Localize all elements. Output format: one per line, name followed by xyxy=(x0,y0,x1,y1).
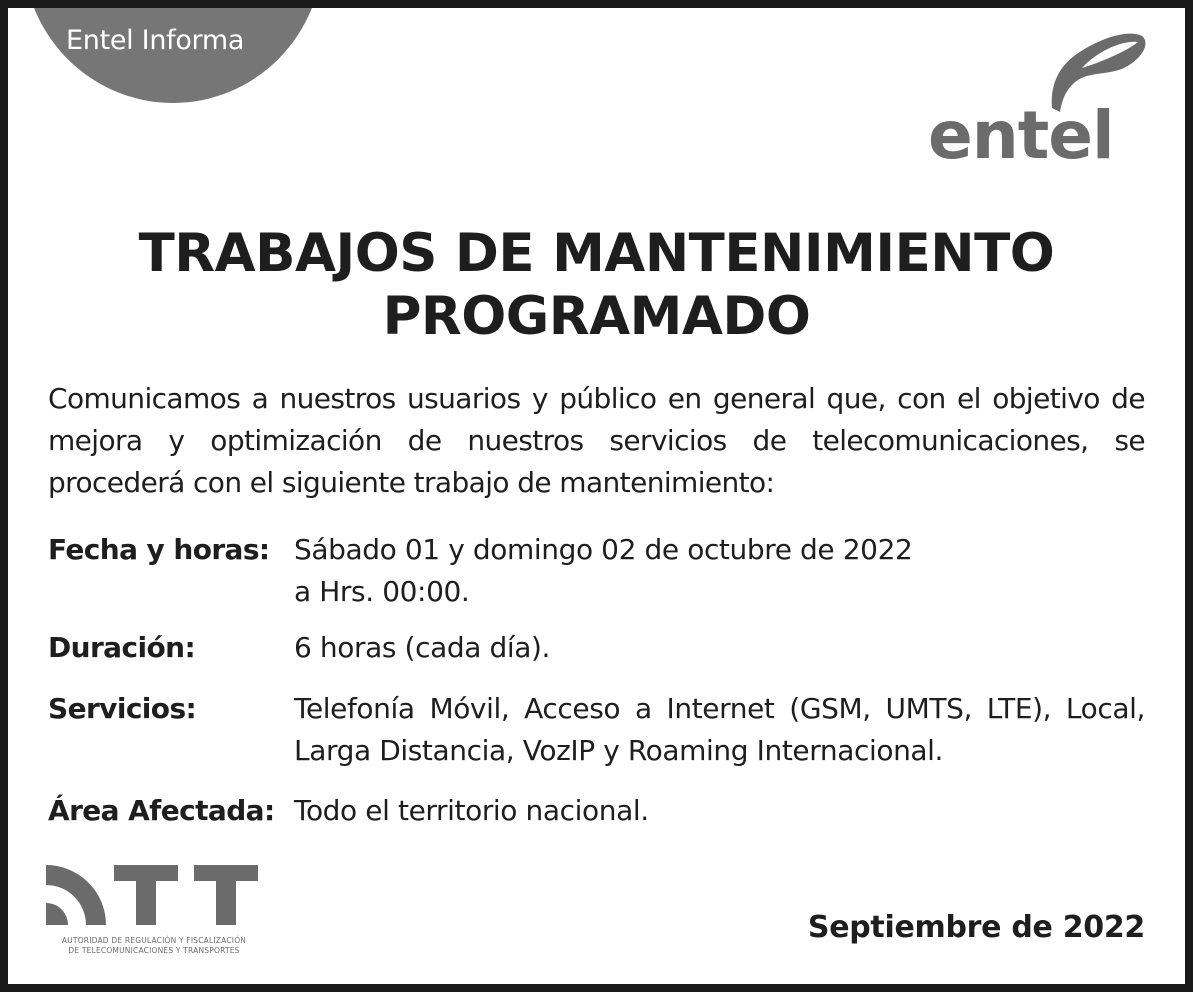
publication-date: Septiembre de 2022 xyxy=(807,910,1145,945)
notice-title-line2: PROGRAMADO xyxy=(382,286,811,347)
notice-page xyxy=(8,8,1185,984)
badge-label: Entel Informa xyxy=(66,25,245,56)
schedule-value-line2: a Hrs. 00:00. xyxy=(294,575,470,608)
entel-wordmark: entel xyxy=(928,97,1114,174)
services-value xyxy=(294,688,1145,772)
area-value-text: Todo el territorio nacional. xyxy=(294,794,649,827)
notice-title-line1: TRABAJOS DE MANTENIMIENTO xyxy=(138,223,1055,284)
area-value xyxy=(294,790,1145,832)
area-label: Área Afectada: xyxy=(48,794,275,827)
duration-value-text: 6 horas (cada día). xyxy=(294,631,550,664)
regulator-name-line2: DE TELECOMUNICACIONES Y TRANSPORTES xyxy=(68,946,240,955)
services-label: Servicios: xyxy=(48,692,197,725)
services-value-text: Telefonía Móvil, Acceso a Internet (GSM, UMTS, LTE), Local, Larga Distancia, VozIP y Roaming Internacional. xyxy=(294,692,1145,767)
duration-label: Duración: xyxy=(48,631,196,664)
schedule-value xyxy=(294,529,1145,613)
schedule-label: Fecha y horas: xyxy=(48,533,270,566)
att-logo xyxy=(44,863,264,927)
regulator-name-line1: AUTORIDAD DE REGULACIÓN Y FISCALIZACIÓN xyxy=(61,936,247,945)
intro-paragraph: Comunicamos a nuestros usuarios y público en general que, con el objetivo de mejora y optimización de nuestros servicios de telecomunicaciones, se procederá con el siguiente trabajo de mantenimiento: xyxy=(48,382,1145,499)
duration-value xyxy=(294,627,1145,669)
schedule-value-line1: Sábado 01 y domingo 02 de octubre de 2022 xyxy=(294,533,913,566)
